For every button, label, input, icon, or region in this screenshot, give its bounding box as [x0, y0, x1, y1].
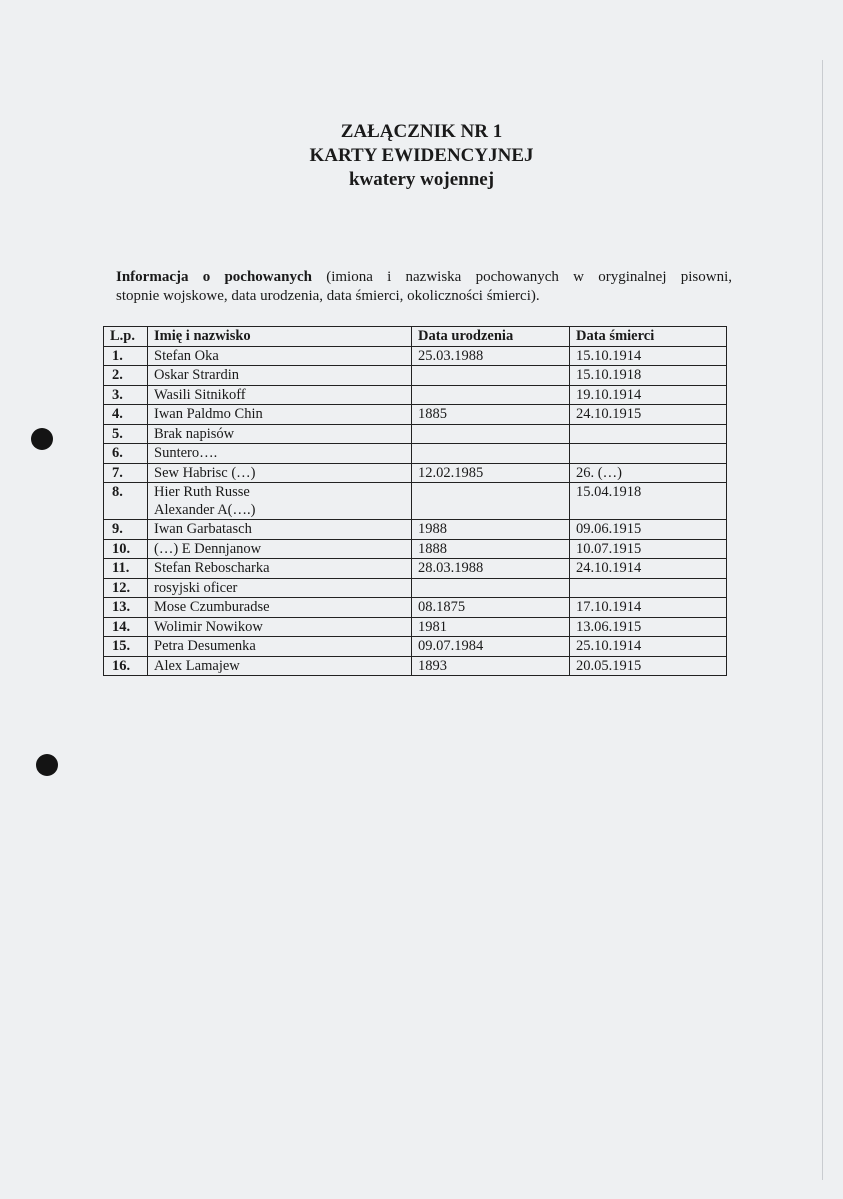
- cell-birth: [412, 424, 570, 444]
- cell-birth: 08.1875: [412, 598, 570, 618]
- table-row: [104, 520, 727, 540]
- table-row: [104, 444, 727, 464]
- cell-name: Wolimir Nowikow: [148, 617, 412, 637]
- cell-birth: 25.03.1988: [412, 346, 570, 366]
- cell-death: 13.06.1915: [570, 617, 727, 637]
- cell-lp: 15.: [104, 637, 148, 657]
- cell-name: Iwan Paldmo Chin: [148, 405, 412, 425]
- table-row: [104, 405, 727, 425]
- cell-name: Brak napisów: [148, 424, 412, 444]
- cell-name: Stefan Oka: [148, 346, 412, 366]
- cell-birth: 1885: [412, 405, 570, 425]
- punch-hole: [31, 428, 53, 450]
- cell-birth: 1888: [412, 539, 570, 559]
- burials-table: [103, 326, 727, 676]
- intro-line-2: stopnie wojskowe, data urodzenia, data śmierci, okoliczności śmierci).: [116, 288, 540, 304]
- cell-death: 24.10.1915: [570, 405, 727, 425]
- cell-birth: [412, 483, 570, 520]
- cell-birth: [412, 444, 570, 464]
- cell-birth: 1988: [412, 520, 570, 540]
- name-line-2: Alexander A(….): [154, 502, 256, 518]
- cell-death: 10.07.1915: [570, 539, 727, 559]
- punch-hole: [36, 754, 58, 776]
- table-row: [104, 617, 727, 637]
- cell-death: 19.10.1914: [570, 385, 727, 405]
- cell-name: Mose Czumburadse: [148, 598, 412, 618]
- cell-death: [570, 444, 727, 464]
- table-row: [104, 424, 727, 444]
- cell-birth: 12.02.1985: [412, 463, 570, 483]
- cell-name: Iwan Garbatasch: [148, 520, 412, 540]
- cell-name: Petra Desumenka: [148, 637, 412, 657]
- cell-name: Wasili Sitnikoff: [148, 385, 412, 405]
- table-row: [104, 539, 727, 559]
- cell-birth: 28.03.1988: [412, 559, 570, 579]
- cell-death: 24.10.1914: [570, 559, 727, 579]
- intro-paragraph: [116, 268, 732, 306]
- document-heading: [0, 120, 843, 192]
- cell-birth: [412, 366, 570, 386]
- page-edge: [822, 60, 823, 1180]
- cell-death: 20.05.1915: [570, 656, 727, 676]
- cell-death: 09.06.1915: [570, 520, 727, 540]
- header-name: Imię i nazwisko: [148, 327, 412, 347]
- cell-death: 15.10.1918: [570, 366, 727, 386]
- cell-lp: 14.: [104, 617, 148, 637]
- cell-name: (…) E Dennjanow: [148, 539, 412, 559]
- cell-name: Sew Habrisc (…): [148, 463, 412, 483]
- cell-name: Stefan Reboscharka: [148, 559, 412, 579]
- intro-line-1: (imiona i nazwiska pochowanych w oryginalnej pisowni,: [311, 269, 733, 285]
- cell-name: [148, 483, 412, 520]
- cell-birth: 1893: [412, 656, 570, 676]
- heading-line-2: KARTY EWIDENCYJNEJ: [309, 145, 534, 166]
- table-row: [104, 463, 727, 483]
- cell-lp: 11.: [104, 559, 148, 579]
- heading-line-1: ZAŁĄCZNIK NR 1: [340, 121, 503, 142]
- cell-lp: 4.: [104, 405, 148, 425]
- cell-death: 15.10.1914: [570, 346, 727, 366]
- intro-bold-label: Informacja o pochowanych: [116, 269, 312, 285]
- table-row: [104, 578, 727, 598]
- cell-death: 15.04.1918: [570, 483, 727, 520]
- header-death-date: Data śmierci: [570, 327, 727, 347]
- cell-lp: 1.: [104, 346, 148, 366]
- cell-birth: [412, 385, 570, 405]
- cell-lp: 2.: [104, 366, 148, 386]
- cell-birth: 1981: [412, 617, 570, 637]
- cell-lp: 5.: [104, 424, 148, 444]
- table-header-row: [104, 327, 727, 347]
- table-row: [104, 637, 727, 657]
- header-birth-date: Data urodzenia: [412, 327, 570, 347]
- cell-death: 25.10.1914: [570, 637, 727, 657]
- header-lp: L.p.: [104, 327, 148, 347]
- cell-death: [570, 424, 727, 444]
- cell-lp: 13.: [104, 598, 148, 618]
- cell-death: [570, 578, 727, 598]
- cell-lp: 3.: [104, 385, 148, 405]
- table-row: [104, 598, 727, 618]
- table-row: [104, 483, 727, 520]
- cell-death: 17.10.1914: [570, 598, 727, 618]
- cell-lp: 6.: [104, 444, 148, 464]
- name-line-1: Hier Ruth Russe: [154, 484, 250, 500]
- heading-line-3: kwatery wojennej: [348, 169, 495, 190]
- cell-death: 26. (…): [570, 463, 727, 483]
- table-row: [104, 559, 727, 579]
- cell-lp: 8.: [104, 483, 148, 520]
- cell-lp: 7.: [104, 463, 148, 483]
- table-row: [104, 366, 727, 386]
- table-row: [104, 385, 727, 405]
- cell-birth: 09.07.1984: [412, 637, 570, 657]
- cell-birth: [412, 578, 570, 598]
- cell-lp: 10.: [104, 539, 148, 559]
- table-row: [104, 346, 727, 366]
- cell-name: Suntero….: [148, 444, 412, 464]
- table-row: [104, 656, 727, 676]
- cell-lp: 9.: [104, 520, 148, 540]
- cell-lp: 16.: [104, 656, 148, 676]
- cell-name: rosyjski oficer: [148, 578, 412, 598]
- cell-lp: 12.: [104, 578, 148, 598]
- cell-name: Oskar Strardin: [148, 366, 412, 386]
- cell-name: Alex Lamajew: [148, 656, 412, 676]
